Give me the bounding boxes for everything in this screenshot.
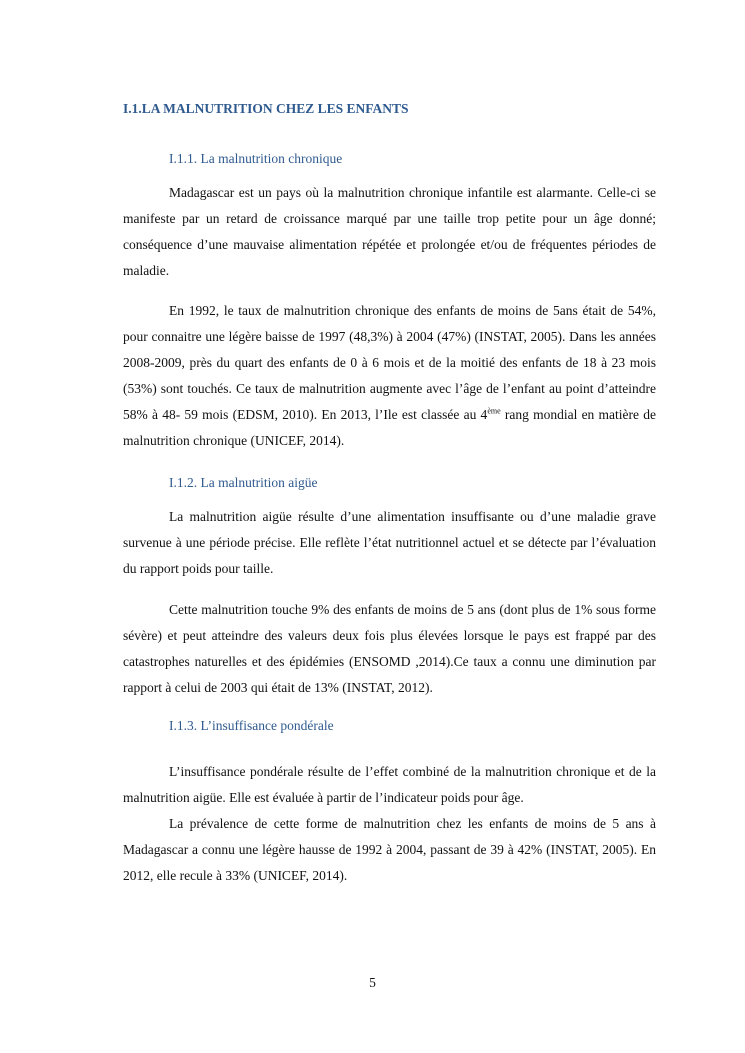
paragraph-aigue-stats: Cette malnutrition touche 9% des enfants de moins de 5 ans (dont plus de 1% sous forme sévère) et peut atteindre des valeurs deux fois plus élevées lorsque le pays est frappé par des catastrophes naturelles et des épidémies (ENSOMD ,2014).Ce taux a connu une diminution par rapport à celui de 2003 qui était de 13% (INSTAT, 2012). bbox=[123, 602, 656, 695]
chapter-heading: I.1.LA MALNUTRITION CHEZ LES ENFANTS bbox=[123, 101, 409, 116]
section-title-chronique: I.1.1. La malnutrition chronique bbox=[169, 151, 343, 166]
paragraph-chronique-stats bbox=[123, 298, 656, 454]
paragraph-chronique-intro: Madagascar est un pays où la malnutrition chronique infantile est alarmante. Celle-ci se manifeste par un retard de croissance marqué par une taille trop petite pour un âge donné; conséquence d’une mauvaise alimentation répétée et prolongée et/ou de fréquentes périodes de maladie. bbox=[123, 185, 656, 278]
paragraph-ponderale-stats: La prévalence de cette forme de malnutrition chez les enfants de moins de 5 ans à Madagascar a connu une légère hausse de 1992 à 2004, passant de 39 à 42% (INSTAT, 2005). En 2012, elle recule à 33% (UNICEF, 2014). bbox=[123, 816, 656, 883]
paragraph-ponderale-intro: L’insuffisance pondérale résulte de l’effet combiné de la malnutrition chronique et de la malnutrition aigüe. Elle est évaluée à partir de l’indicateur poids pour âge. bbox=[123, 764, 656, 805]
paragraph-aigue-intro: La malnutrition aigüe résulte d’une alimentation insuffisante ou d’une maladie grave survenue à une période précise. Elle reflète l’état nutritionnel actuel et se détecte par l’évaluation du rapport poids pour taille. bbox=[123, 509, 656, 576]
paragraph-text: En 1992, le taux de malnutrition chronique des enfants de moins de 5ans était de 54%, pour connaitre une légère baisse de 1997 (48,3%) à 2004 (47%) (INSTAT, 2005). Dans les années 2008-2009, près du quart des enfants de 0 à 6 mois et de la moitié des enfants de 18 à 23 mois (53%) sont touchés. Ce taux de malnutrition augmente avec l’âge de l’enfant au point d’atteindre 58% à 48- 59 mois (EDSM, 2010). En 2013, l’Ile est classée au 4 bbox=[123, 303, 656, 422]
section-title-aigue: I.1.2. La malnutrition aigüe bbox=[169, 475, 318, 490]
paragraph-text: rang mondial en matière de malnutrition chronique (UNICEF, 2014). bbox=[123, 407, 656, 448]
section-title-ponderale: I.1.3. L’insuffisance pondérale bbox=[169, 718, 334, 733]
page-number: 5 bbox=[369, 975, 376, 990]
superscript: ème bbox=[487, 406, 501, 416]
